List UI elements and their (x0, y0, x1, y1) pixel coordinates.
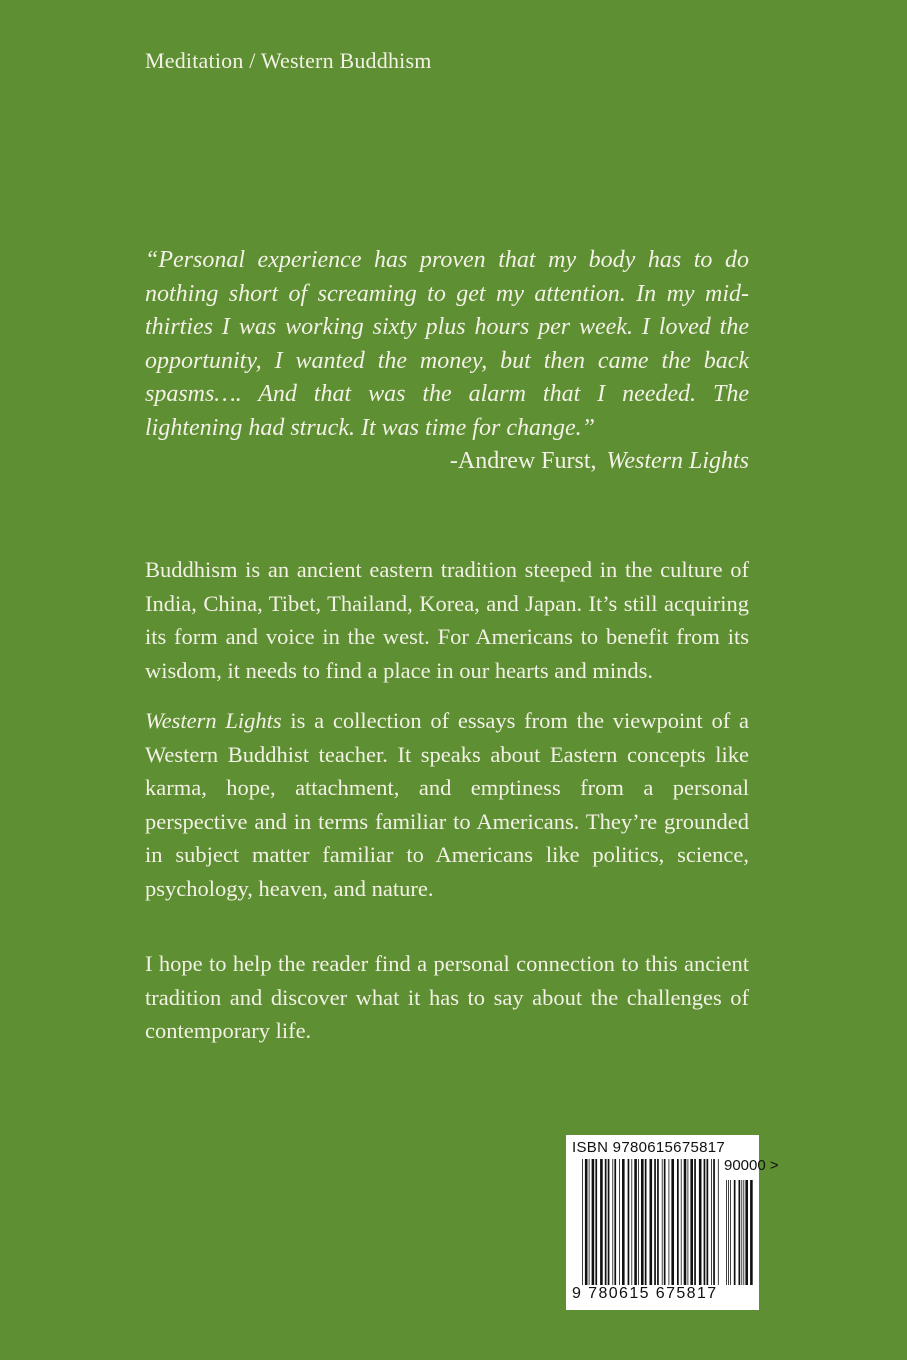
barcode-bar (741, 1180, 742, 1285)
barcode-bar (657, 1159, 659, 1285)
barcode-bar (600, 1159, 603, 1285)
barcode-bar (592, 1159, 595, 1285)
barcode-bar (631, 1159, 632, 1285)
ean-digits: 9 780615 675817 (572, 1285, 718, 1302)
barcode-bar (638, 1159, 639, 1285)
barcode-bar (688, 1159, 689, 1285)
barcode-bar (728, 1180, 729, 1285)
barcode-bar (690, 1159, 693, 1285)
barcode-bar (745, 1180, 748, 1285)
book-title-inline: Western Lights (145, 708, 282, 733)
barcode-bar (634, 1159, 637, 1285)
barcode-bar (750, 1180, 753, 1285)
isbn-barcode (566, 1135, 779, 1310)
barcode-bar (595, 1159, 597, 1285)
barcode-bar (669, 1159, 670, 1285)
barcode-bar (628, 1159, 630, 1285)
barcode-bar (671, 1159, 674, 1285)
description-paragraph-2-text: is a collection of essays from the viewpoint of a Western Buddhist teacher. It speaks about Eastern concepts like karma, hope, attachment, and emptiness from a personal perspective and in terms familiar to Americans. They’re grounded in subject matter familiar to Americans like politics, science, psychology, heaven, and nature. (145, 708, 750, 901)
price-addon-label: 90000 > (724, 1157, 779, 1174)
barcode-bar (614, 1159, 616, 1285)
barcode-bar (713, 1159, 715, 1285)
barcode-bar (654, 1159, 656, 1285)
barcode-bar (582, 1159, 583, 1285)
description-paragraph-2 (145, 704, 749, 905)
ean-barcode-bars (582, 1159, 719, 1285)
barcode-bar (612, 1159, 613, 1285)
barcode-bar (619, 1159, 620, 1285)
barcode-bar (677, 1159, 679, 1285)
barcode-bar (650, 1159, 653, 1285)
barcode-bar (605, 1159, 607, 1285)
price-addon-bars (726, 1180, 754, 1285)
description-paragraph-3: I hope to help the reader find a personal connection to this ancient tradition and discover what it has to say about the challenges of contemporary life. (145, 951, 749, 1043)
barcode-bar (645, 1159, 647, 1285)
pull-quote: “Personal experience has proven that my body has to do nothing short of screaming to get my attention. In my mid-thirties I was working sixty plus hours per week. I loved the opportunity, I wanted the money, but then came the back spasms…. And that was the alarm that I needed. The lightening had struck. It was time for change.” (145, 247, 749, 441)
quote-author: -Andrew Furst, (449, 448, 597, 474)
barcode-bar (641, 1159, 644, 1285)
barcode-bar (726, 1180, 727, 1285)
barcode-bar (699, 1159, 702, 1285)
barcode-bar (664, 1159, 666, 1285)
barcode-bar (707, 1159, 709, 1285)
barcode-bar (718, 1159, 719, 1285)
quote-attribution (145, 445, 749, 479)
barcode-bar (694, 1159, 696, 1285)
category-label: Meditation / Western Buddhism (145, 48, 432, 73)
barcode-bar (743, 1180, 744, 1285)
barcode-bar (730, 1180, 731, 1285)
barcode-bar (662, 1159, 663, 1285)
barcode-bar (734, 1180, 736, 1285)
barcode-bar (622, 1159, 625, 1285)
barcode-bar (684, 1159, 687, 1285)
quote-book-title: Western Lights (606, 448, 749, 474)
barcode-bar (739, 1180, 741, 1285)
barcode-bar (589, 1159, 590, 1285)
barcode-bar (608, 1159, 610, 1285)
isbn-label: ISBN 9780615675817 (572, 1139, 726, 1156)
description-paragraph-1: Buddhism is an ancient eastern tradition steeped in the culture of India, China, Tibet, Thailand, Korea, and Japan. It’s still acquiring its form and voice in the west. For Americans to benefit from its wisdom, it needs to find a place in our hearts and minds. (145, 557, 749, 683)
barcode-bar (585, 1159, 588, 1285)
barcode-bar (681, 1159, 682, 1285)
barcode-bar (704, 1159, 706, 1285)
barcode-bar (711, 1159, 712, 1285)
